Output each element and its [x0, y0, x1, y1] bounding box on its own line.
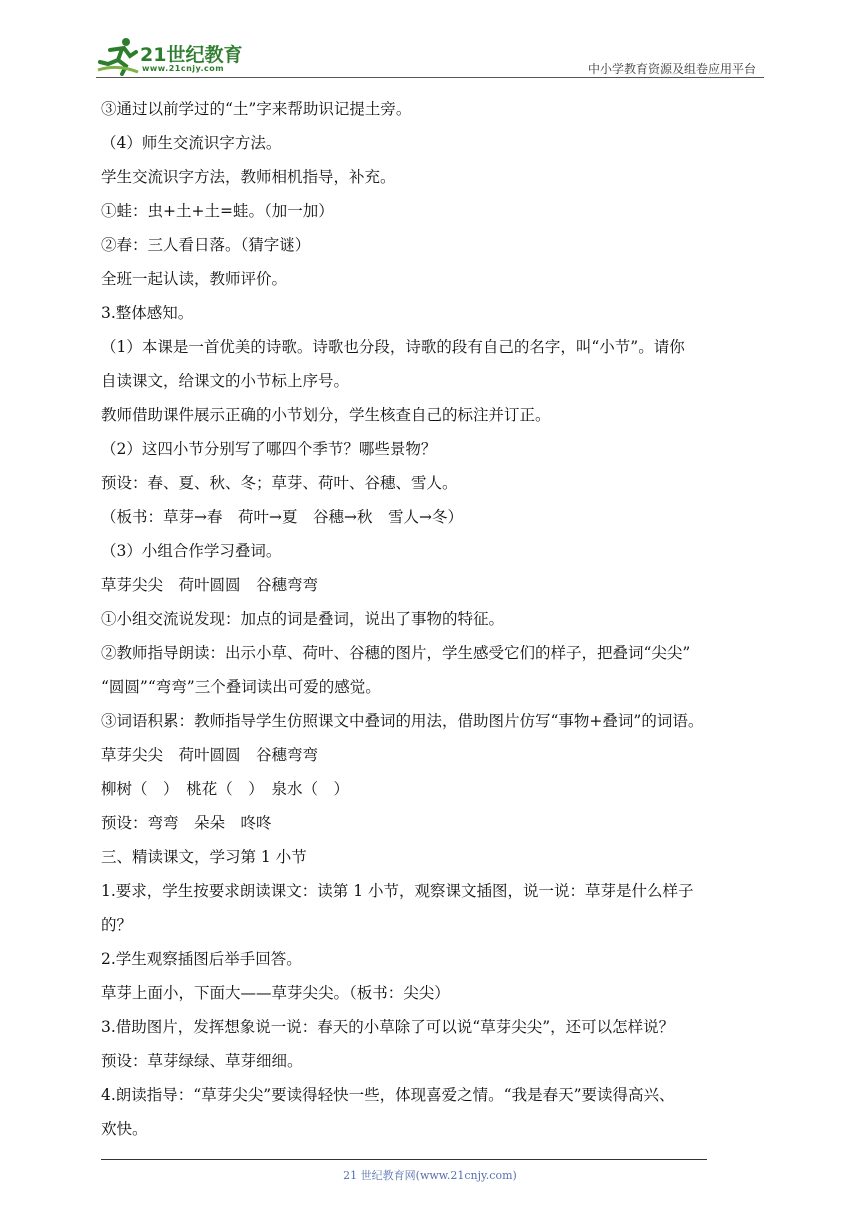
logo-url: www.21cnjy.com [142, 64, 225, 73]
paragraph: 草芽尖尖 荷叶圆圆 谷穗弯弯 [101, 576, 319, 594]
paragraph: （1）本课是一首优美的诗歌。诗歌也分段，诗歌的段有自己的名字，叫“小节”。请你 [101, 338, 685, 356]
paragraph: 欢快。 [101, 1120, 148, 1138]
paragraph: ①小组交流说发现：加点的词是叠词，说出了事物的特征。 [101, 610, 505, 628]
footer-link[interactable]: 21 世纪教育网(www.21cnjy.com) [343, 1169, 517, 1182]
paragraph: （板书：草芽→春 荷叶→夏 谷穗→秋 雪人→冬） [101, 508, 463, 526]
paragraph: ③词语积累：教师指导学生仿照课文中叠词的用法，借助图片仿写“事物+叠词”的词语。 [101, 712, 704, 730]
paragraph: 3.借助图片，发挥想象说一说：春天的小草除了可以说“草芽尖尖”，还可以怎样说？ [101, 1018, 675, 1036]
paragraph: （3）小组合作学习叠词。 [101, 542, 282, 560]
paragraph: 学生交流识字方法，教师相机指导，补充。 [101, 168, 396, 186]
paragraph: ③通过以前学过的“土”字来帮助识记提土旁。 [101, 100, 412, 118]
paragraph: 预设：弯弯 朵朵 咚咚 [101, 814, 272, 832]
paragraph: ②教师指导朗读：出示小草、荷叶、谷穗的图片，学生感受它们的样子，把叠词“尖尖” [101, 644, 691, 662]
paragraph: 2.学生观察插图后举手回答。 [101, 950, 302, 968]
section-heading: 三、精读课文，学习第 1 小节 [101, 848, 307, 866]
header-platform-title: 中小学教育资源及组卷应用平台 [587, 62, 756, 76]
paragraph: 4.朗读指导：“草芽尖尖”要读得轻快一些，体现喜爱之情。“我是春天”要读得高兴、 [101, 1086, 675, 1104]
paragraph: （4）师生交流识字方法。 [101, 134, 282, 152]
paragraph: 柳树（ ） 桃花（ ） 泉水（ ） [101, 780, 350, 798]
paragraph: 教师借助课件展示正确的小节划分，学生核查自己的标注并订正。 [101, 406, 551, 424]
paragraph: 1.要求，学生按要求朗读课文：读第 1 小节，观察课文插图，说一说：草芽是什么样子 [101, 882, 694, 900]
running-figure-icon [96, 36, 140, 76]
document-body [101, 92, 767, 1146]
paragraph: 3.整体感知。 [101, 304, 194, 322]
paragraph: ①蛙：虫+土+土=蛙。（加一加） [101, 202, 334, 220]
paragraph: 预设：草芽绿绿、草芽细细。 [101, 1052, 303, 1070]
paragraph: 的？ [101, 916, 133, 934]
paragraph: 自读课文，给课文的小节标上序号。 [101, 372, 350, 390]
logo-text: 21世纪教育 [140, 44, 243, 66]
paragraph: “圆圆”“弯弯”三个叠词读出可爱的感觉。 [101, 678, 381, 696]
paragraph: （2）这四小节分别写了哪四个季节？哪些景物？ [101, 440, 437, 458]
paragraph: 全班一起认读，教师评价。 [101, 270, 288, 288]
paragraph: 草芽上面小，下面大——草芽尖尖。（板书：尖尖） [101, 984, 450, 1002]
paragraph: 草芽尖尖 荷叶圆圆 谷穗弯弯 [101, 746, 319, 764]
paragraph: 预设：春、夏、秋、冬；草芽、荷叶、谷穗、雪人。 [101, 474, 458, 492]
footer-divider [101, 1159, 707, 1160]
header-divider [96, 77, 764, 78]
page-header [0, 0, 860, 82]
site-logo[interactable] [96, 36, 266, 80]
paragraph: ②春：三人看日落。（猜字谜） [101, 236, 311, 254]
